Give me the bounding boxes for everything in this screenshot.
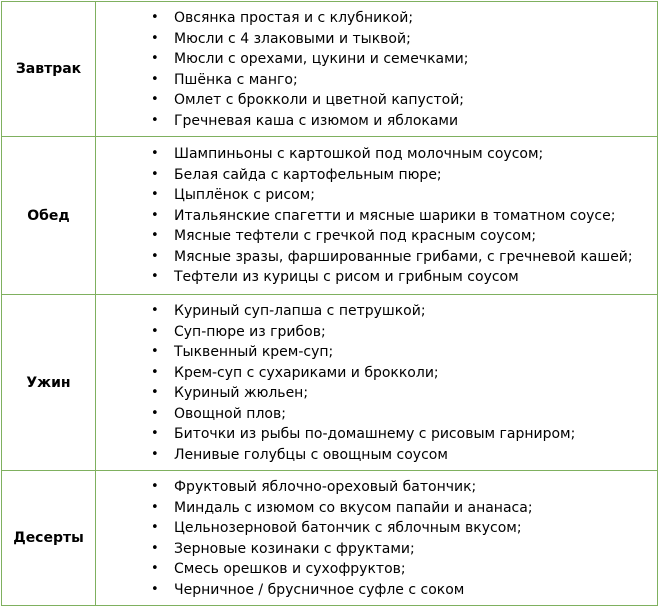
bullet-icon: • [151,499,159,515]
list-item [96,424,657,445]
bullet-icon: • [151,520,159,535]
dish-name: Овсянка простая и с клубникой; [174,10,414,26]
dish-name: Итальянские спагетти и мясные шарики в томатном соусе; [174,207,616,224]
list-item [96,185,657,206]
dish-name: Крем-суп с сухариками и брокколи; [174,364,439,381]
dish-name: Мясные тефтели с гречкой под красным соусом; [174,228,537,245]
bullet-icon: • [151,385,159,400]
dish-name: Тыквенный крем-суп; [174,344,334,360]
list-item [96,301,657,322]
dish-name: Зерновые козинаки с фруктами; [174,540,415,557]
dish-name: Тефтели из курицы с рисом и грибным соусом [174,269,519,286]
bullet-icon: • [151,561,159,576]
bullet-icon: • [151,269,159,285]
dish-name: Цельнозерновой батончик с яблочным вкусом; [174,520,522,536]
dish-name: Смесь орешков и сухофруктов; [174,561,406,577]
dish-name: Гречневая каша с изюмом и яблоками [174,112,459,129]
list-item [96,383,657,404]
dish-name: Омлет с брокколи и цветной капустой; [174,92,465,108]
list-item [96,498,657,519]
meal-plan-table [1,1,658,606]
dish-name: Ленивые голубцы с овощным соусом [174,446,448,463]
list-item [96,580,657,601]
items-cell [96,2,658,137]
dish-name: Фруктовый яблочно-ореховый батончик; [174,479,477,495]
bullet-icon: • [151,364,159,380]
bullet-icon: • [151,581,159,597]
bullet-icon: • [151,446,159,462]
bullet-icon: • [151,30,159,46]
dish-name: Мюсли с 4 злаковыми и тыквой; [174,30,411,47]
dish-name: Миндаль с изюмом со вкусом папайи и ананаса; [174,499,533,516]
list-item [96,29,657,50]
dish-name: Пшёнка с манго; [174,71,298,88]
dish-name: Мюсли с орехами, цукини и семечками; [174,51,469,67]
list-item [96,49,657,70]
bullet-icon: • [151,10,159,25]
bullet-icon: • [151,344,159,359]
bullet-icon: • [151,51,159,66]
bullet-icon: • [151,248,159,264]
items-cell [96,471,658,606]
list-item [96,559,657,580]
category-label: Десерты [2,471,96,606]
dish-name: Белая сайда с картофельным пюре; [174,166,442,183]
bullet-icon: • [151,146,159,162]
bullet-icon: • [151,405,159,421]
list-item [96,363,657,384]
list-item [96,206,657,227]
dish-name: Цыплёнок с рисом; [174,187,315,204]
bullet-icon: • [151,323,159,339]
bullet-icon: • [151,426,159,441]
bullet-icon: • [151,540,159,556]
category-label: Завтрак [2,2,96,137]
list-item [96,226,657,247]
list-item [96,445,657,466]
section-row-breakfast [2,2,658,137]
dish-name: Мясные зразы, фаршированные грибами, с гречневой кашей; [174,248,633,265]
dish-name: Биточки из рыбы по-домашнему с рисовым гарниром; [174,426,576,442]
dish-name: Суп-пюре из грибов; [174,323,326,340]
section-row-lunch [2,137,658,295]
list-item [96,342,657,363]
list-item [96,8,657,29]
bullet-icon: • [151,112,159,128]
dish-name: Куриный жюльен; [174,385,309,401]
dish-list [96,471,657,605]
meal-plan-body [2,2,658,606]
dish-name: Куриный суп-лапша с петрушкой; [174,303,426,319]
bullet-icon: • [151,166,159,182]
list-item [96,247,657,268]
bullet-icon: • [151,92,159,107]
dish-list [96,295,657,470]
dish-list [96,138,657,293]
list-item [96,111,657,132]
dish-list [96,2,657,136]
section-row-desserts [2,471,658,606]
list-item [96,518,657,539]
list-item [96,322,657,343]
list-item [96,404,657,425]
dish-name: Овощной плов; [174,405,286,422]
items-cell [96,137,658,295]
category-label: Обед [2,137,96,295]
bullet-icon: • [151,303,159,318]
bullet-icon: • [151,228,159,244]
list-item [96,70,657,91]
list-item [96,267,657,288]
items-cell [96,295,658,471]
list-item [96,90,657,111]
category-label: Ужин [2,295,96,471]
list-item [96,477,657,498]
list-item [96,539,657,560]
bullet-icon: • [151,207,159,223]
list-item [96,144,657,165]
list-item [96,165,657,186]
section-row-dinner [2,295,658,471]
bullet-icon: • [151,187,159,203]
dish-name: Шампиньоны с картошкой под молочным соусом; [174,146,544,163]
bullet-icon: • [151,71,159,87]
bullet-icon: • [151,479,159,494]
dish-name: Черничное / брусничное суфле с соком [174,581,465,598]
